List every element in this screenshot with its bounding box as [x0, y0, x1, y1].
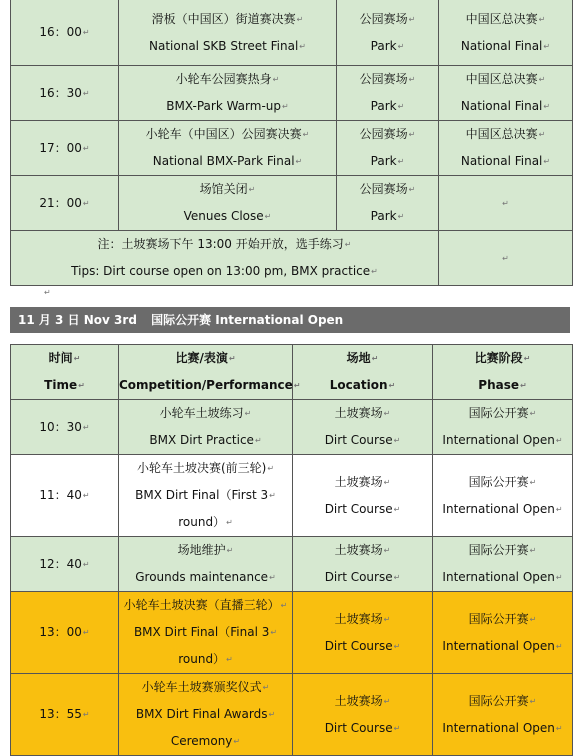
competition-cell: 场馆关闭 ↵ Venues Close ↵ [119, 176, 337, 231]
competition-cell: 滑板（中国区）街道赛决赛 ↵ National SKB Street Final ↵ [119, 0, 337, 66]
header-row [11, 345, 573, 400]
header-location: 场地 ↵ Location ↵ [293, 345, 433, 400]
phase-cell: 中国区总决赛 ↵ National Final ↵ [439, 121, 573, 176]
competition-cell: 小轮车（中国区）公园赛决赛 ↵ National BMX-Park Final ↵ [119, 121, 337, 176]
location-cell: 公园赛场 ↵ Park ↵ [337, 176, 439, 231]
phase-cell: 中国区总决赛 ↵ National Final ↵ [439, 66, 573, 121]
location-cell: 公园赛场 ↵ Park ↵ [337, 0, 439, 66]
time-cell: 17：00 ↵ [11, 121, 119, 176]
phase-cell [439, 176, 573, 231]
table-row [11, 455, 573, 537]
location-cell: 公园赛场 ↵ Park ↵ [337, 121, 439, 176]
time-cell: 16：30 ↵ [11, 66, 119, 121]
time-cell: 16：00 ↵ [11, 0, 119, 66]
note-row [11, 231, 573, 286]
empty-cell [439, 231, 573, 286]
phase-cell: 国际公开赛 ↵ International Open ↵ [433, 455, 573, 537]
competition-cell: 小轮车土坡决赛(前三轮) ↵ BMX Dirt Final（First 3 ↵ round） ↵ [119, 455, 293, 537]
table-row [11, 0, 573, 66]
location-cell: 土坡赛场 ↵ Dirt Course ↵ [293, 674, 433, 756]
table-row [11, 400, 573, 455]
table-row [11, 66, 573, 121]
location-cell: 土坡赛场 ↵ Dirt Course ↵ [293, 400, 433, 455]
table-row [11, 674, 573, 756]
competition-cell: 场地维护 ↵ Grounds maintenance ↵ [119, 537, 293, 592]
phase-cell: 国际公开赛 ↵ International Open ↵ [433, 592, 573, 674]
header-phase: 比赛阶段 ↵ Phase ↵ [433, 345, 573, 400]
table-row [11, 537, 573, 592]
competition-cell: 小轮车土坡决赛（直播三轮） ↵ BMX Dirt Final（Final 3 ↵ round） ↵ [119, 592, 293, 674]
phase-cell: 国际公开赛 ↵ International Open ↵ [433, 400, 573, 455]
time-cell: 13：55 ↵ [11, 674, 119, 756]
time-cell: 13：00 ↵ [11, 592, 119, 674]
header-competition: 比赛/表演 ↵ Competition/Performance ↵ [119, 345, 293, 400]
phase-cell: 国际公开赛 ↵ International Open ↵ [433, 537, 573, 592]
banner-date: 11 月 3 日 Nov 3rd [18, 313, 137, 327]
time-cell: 21：00 ↵ [11, 176, 119, 231]
section-banner [10, 307, 570, 333]
paragraph-mark: ↵ [502, 199, 509, 208]
competition-cell: 小轮车土坡练习 ↵ BMX Dirt Practice ↵ [119, 400, 293, 455]
paragraph-mark: ↵ [502, 254, 509, 263]
schedule-table-nov2 [10, 0, 573, 286]
location-cell: 土坡赛场 ↵ Dirt Course ↵ [293, 537, 433, 592]
competition-cell: 小轮车土坡赛颁奖仪式 ↵ BMX Dirt Final Awards ↵ Ceremony ↵ [119, 674, 293, 756]
time-cell: 11：40 ↵ [11, 455, 119, 537]
competition-cell: 小轮车公园赛热身 ↵ BMX-Park Warm-up ↵ [119, 66, 337, 121]
banner-title: 国际公开赛 International Open [151, 313, 344, 327]
time-cell: 10：30 ↵ [11, 400, 119, 455]
table-row [11, 592, 573, 674]
phase-cell: 国际公开赛 ↵ International Open ↵ [433, 674, 573, 756]
location-cell: 土坡赛场 ↵ Dirt Course ↵ [293, 455, 433, 537]
time-cell: 12：40 ↵ [11, 537, 119, 592]
location-cell: 公园赛场 ↵ Park ↵ [337, 66, 439, 121]
table-row [11, 121, 573, 176]
phase-cell: 中国区总决赛 ↵ National Final ↵ [439, 0, 573, 66]
header-time: 时间 ↵ Time ↵ [11, 345, 119, 400]
schedule-table-nov3 [10, 344, 573, 756]
table-row [11, 176, 573, 231]
paragraph-mark: ↵ [44, 288, 51, 297]
location-cell: 土坡赛场 ↵ Dirt Course ↵ [293, 592, 433, 674]
note-cell: 注：土坡赛场下午 13:00 开始开放，选手练习 ↵ Tips: Dirt course open on 13:00 pm, BMX practice ↵ [11, 231, 439, 286]
